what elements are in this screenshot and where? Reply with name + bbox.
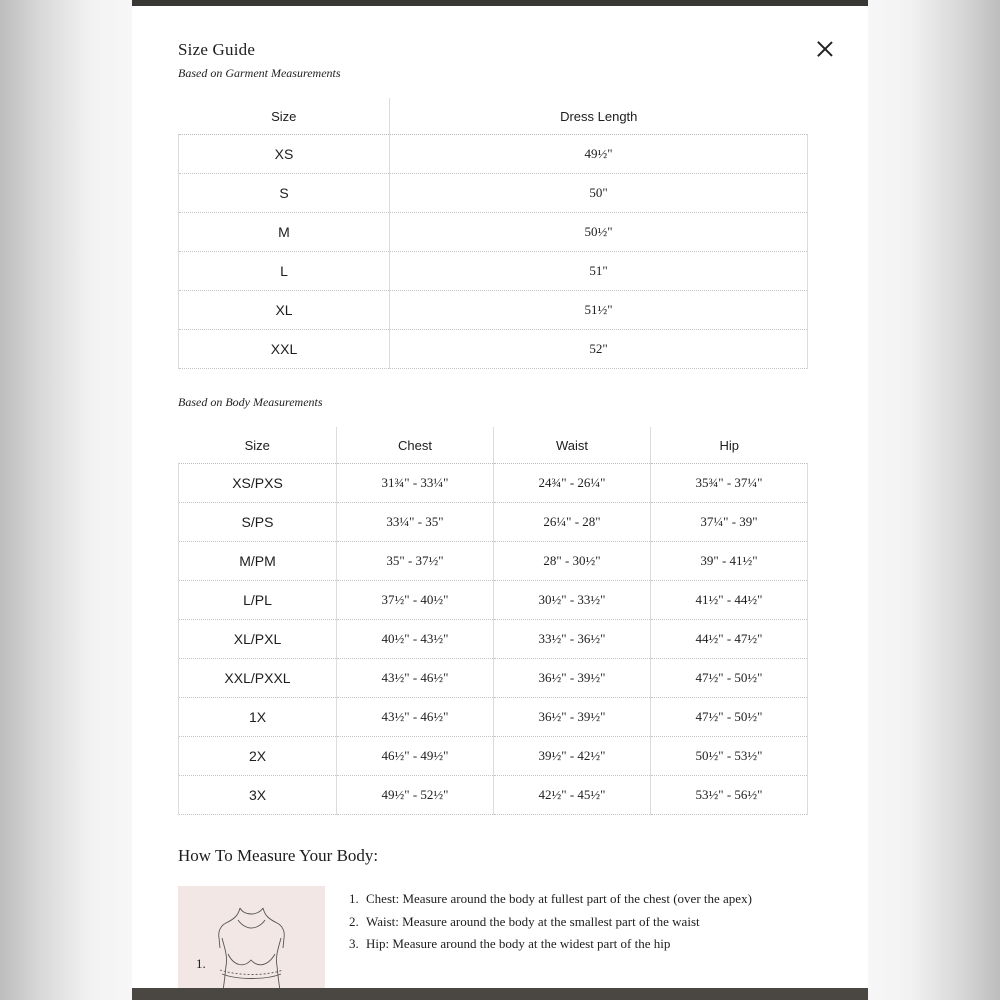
step-number: 1. xyxy=(349,891,359,906)
column-header-size: Size xyxy=(179,427,337,464)
measurement-cell: 50½" xyxy=(390,213,808,252)
table-row xyxy=(179,464,808,503)
table-row xyxy=(179,330,808,369)
measurement-cell: 37½" - 40½" xyxy=(337,581,494,620)
size-cell: S/PS xyxy=(179,503,337,542)
measurement-cell: 28" - 30½" xyxy=(494,542,651,581)
size-cell: L/PL xyxy=(179,581,337,620)
measurement-instructions xyxy=(349,888,752,956)
measurement-cell: 47½" - 50½" xyxy=(651,698,808,737)
measurement-cell: 49½" - 52½" xyxy=(337,776,494,815)
column-header-waist: Waist xyxy=(494,427,651,464)
table-row xyxy=(179,737,808,776)
list-item xyxy=(349,933,752,956)
table-row xyxy=(179,542,808,581)
step-text: Hip: Measure around the body at the widest part of the hip xyxy=(366,936,671,951)
measurement-cell: 24¾" - 26¼" xyxy=(494,464,651,503)
measurement-cell: 51½" xyxy=(390,291,808,330)
body-size-table xyxy=(178,427,808,815)
measurement-cell: 35¾" - 37¼" xyxy=(651,464,808,503)
table-row xyxy=(179,581,808,620)
measurement-cell: 36½" - 39½" xyxy=(494,659,651,698)
garment-measurements-subtitle: Based on Garment Measurements xyxy=(178,66,341,80)
measurement-illustration xyxy=(178,886,325,988)
modal-title: Size Guide xyxy=(178,40,256,59)
close-button[interactable] xyxy=(812,36,838,62)
measurement-cell: 36½" - 39½" xyxy=(494,698,651,737)
table-row xyxy=(179,291,808,330)
step-number: 2. xyxy=(349,913,359,929)
background-photo-strip-bottom xyxy=(132,988,868,1000)
measurement-cell: 41½" - 44½" xyxy=(651,581,808,620)
size-cell: 1X xyxy=(179,698,337,737)
how-to-measure-title: How To Measure Your Body: xyxy=(178,846,379,865)
measurement-cell: 53½" - 56½" xyxy=(651,776,808,815)
measurement-cell: 46½" - 49½" xyxy=(337,737,494,776)
illustration-label: 1. xyxy=(196,956,206,971)
size-cell: XS xyxy=(179,135,390,174)
table-row xyxy=(179,213,808,252)
size-guide-modal xyxy=(132,6,868,988)
size-cell: M/PM xyxy=(179,542,337,581)
size-cell: L xyxy=(179,252,390,291)
measurement-cell: 39½" - 42½" xyxy=(494,737,651,776)
table-row xyxy=(179,776,808,815)
table-row xyxy=(179,698,808,737)
step-text: Waist: Measure around the body at the smallest part of the waist xyxy=(366,913,700,929)
step-text: Chest: Measure around the body at fullest part of the chest (over the apex) xyxy=(366,891,752,906)
table-row xyxy=(179,135,808,174)
measurement-cell: 30½" - 33½" xyxy=(494,581,651,620)
torso-outline-icon xyxy=(178,886,325,988)
measurement-cell: 35" - 37½" xyxy=(337,542,494,581)
measurement-cell: 47½" - 50½" xyxy=(651,659,808,698)
body-measurements-subtitle: Based on Body Measurements xyxy=(178,395,323,409)
measurement-cell: 43½" - 46½" xyxy=(337,698,494,737)
measurement-cell: 43½" - 46½" xyxy=(337,659,494,698)
size-cell: 2X xyxy=(179,737,337,776)
measurement-cell: 50" xyxy=(390,174,808,213)
size-cell: XXL xyxy=(179,330,390,369)
column-header-chest: Chest xyxy=(337,427,494,464)
measurement-cell: 51" xyxy=(390,252,808,291)
measurement-cell: 42½" - 45½" xyxy=(494,776,651,815)
measurement-cell: 49½" xyxy=(390,135,808,174)
column-header-hip: Hip xyxy=(651,427,808,464)
measurement-cell: 44½" - 47½" xyxy=(651,620,808,659)
measurement-cell: 26¼" - 28" xyxy=(494,503,651,542)
measurement-cell: 33½" - 36½" xyxy=(494,620,651,659)
size-cell: XL/PXL xyxy=(179,620,337,659)
table-header-row xyxy=(179,427,808,464)
size-cell: XXL/PXXL xyxy=(179,659,337,698)
column-header-size: Size xyxy=(179,98,390,135)
size-cell: XS/PXS xyxy=(179,464,337,503)
garment-size-table xyxy=(178,98,808,369)
size-cell: XL xyxy=(179,291,390,330)
step-number: 3. xyxy=(349,936,359,951)
list-item xyxy=(349,911,752,934)
measurement-cell: 31¾" - 33¼" xyxy=(337,464,494,503)
measurement-cell: 40½" - 43½" xyxy=(337,620,494,659)
table-row xyxy=(179,252,808,291)
size-cell: S xyxy=(179,174,390,213)
table-row xyxy=(179,174,808,213)
column-header-dress-length: Dress Length xyxy=(390,98,808,135)
measurement-cell: 33¼" - 35" xyxy=(337,503,494,542)
table-row xyxy=(179,659,808,698)
table-header-row xyxy=(179,98,808,135)
size-cell: M xyxy=(179,213,390,252)
size-cell: 3X xyxy=(179,776,337,815)
table-row xyxy=(179,620,808,659)
list-item xyxy=(349,888,752,911)
measurement-cell: 39" - 41½" xyxy=(651,542,808,581)
measurement-cell: 52" xyxy=(390,330,808,369)
measurement-cell: 37¼" - 39" xyxy=(651,503,808,542)
table-row xyxy=(179,503,808,542)
measurement-cell: 50½" - 53½" xyxy=(651,737,808,776)
